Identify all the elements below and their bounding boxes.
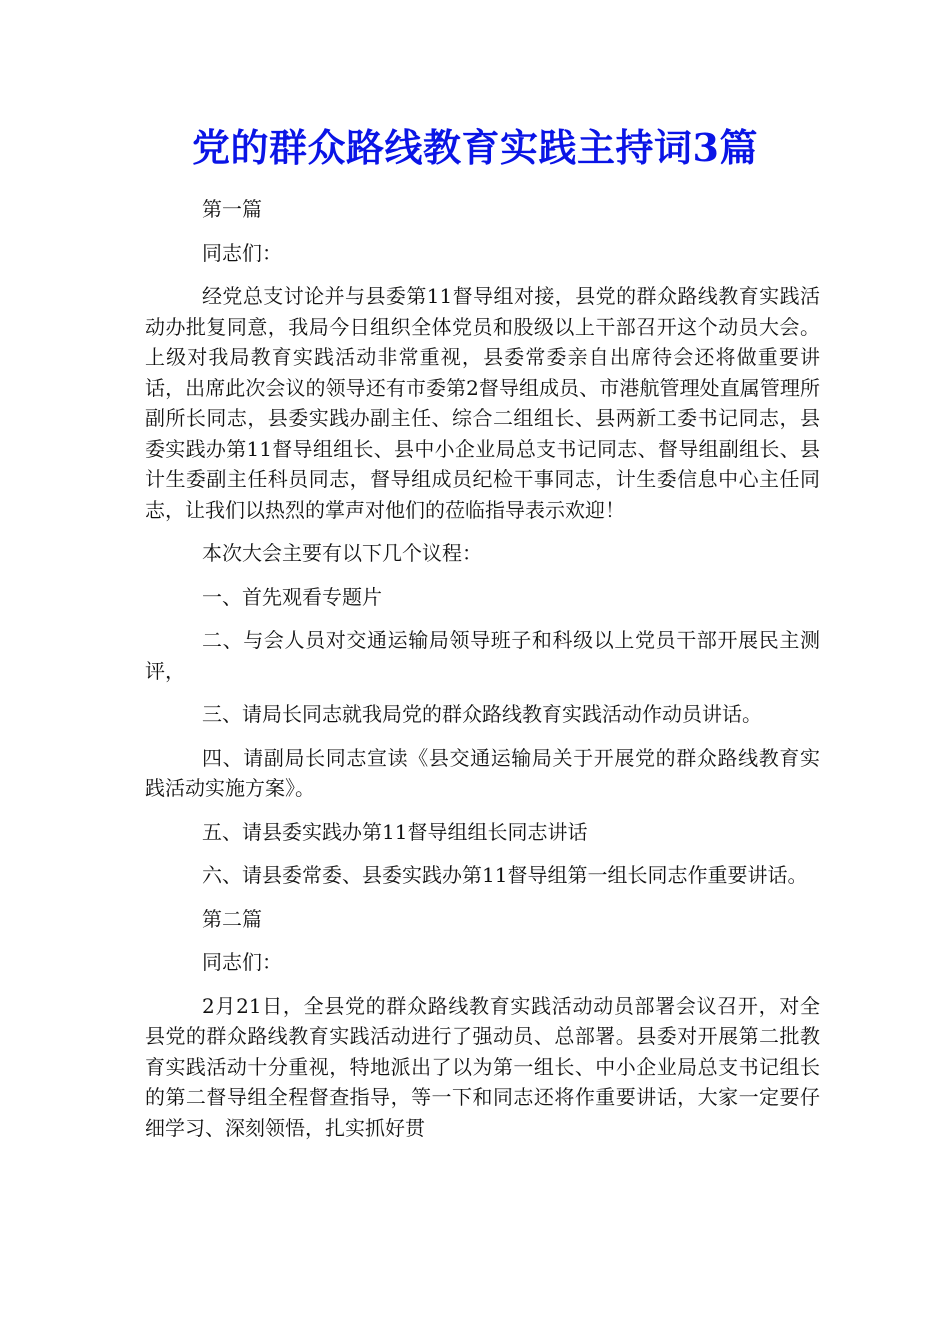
paragraph-second-intro: 2月21日，全县党的群众路线教育实践活动动员部署会议召开，对全县党的群众路线教育实践活动进行了强动员、总部署。县委对开展第二批教育实践活动十分重视，特地派出了以为第一组长、中小企业局总支书记组长的第二督导组全程督查指导，等一下和同志还将作重要讲话，大家一定要仔细学习、深刻领悟，扎实抓好贯 — [145, 993, 820, 1140]
salutation-1: 同志们： — [202, 240, 282, 265]
agenda-item-5: 五、请县委实践办第11督导组组长同志讲话 — [202, 819, 588, 844]
paragraph-agenda-heading: 本次大会主要有以下几个议程： — [202, 541, 482, 565]
document-body — [145, 194, 820, 1156]
agenda-item-4: 四、请副局长同志宣读《县交通运输局关于开展党的群众路线教育实践活动实施方案》。 — [145, 745, 820, 800]
agenda-item-3: 三、请局长同志就我局党的群众路线教育实践活动作动员讲话。 — [202, 702, 762, 726]
section-heading-1: 第一篇 — [202, 197, 262, 221]
section-heading-2: 第二篇 — [202, 906, 262, 931]
paragraph-intro: 经党总支讨论并与县委第11督导组对接，县党的群众路线教育实践活动办批复同意，我局今日组织全体党员和股级以上干部召开这个动员大会。上级对我局教育实践活动非常重视，县委常委亲自出席待会还将做重要讲话，出席此次会议的领导还有市委第2督导组成员、市港航管理处直属管理所副所长同志，县委实践办副主任、综合二组组长、县两新工委书记同志，县委实践办第11督导组组长、县中小企业局总支书记同志、督导组副组长、县计生委副主任科员同志，督导组成员纪检干事同志，计生委信息中心主任同志，让我们以热烈的掌声对他们的莅临指导表示欢迎！ — [145, 284, 820, 522]
agenda-item-1: 一、首先观看专题片 — [202, 584, 382, 609]
salutation-2: 同志们： — [202, 950, 282, 974]
agenda-item-2: 二、与会人员对交通运输局领导班子和科级以上党员干部开展民主测评， — [145, 628, 820, 683]
agenda-item-6: 六、请县委常委、县委实践办第11督导组第一组长同志作重要讲话。 — [202, 863, 808, 887]
document-title: 党的群众路线教育实践主持词3篇 — [192, 125, 758, 170]
